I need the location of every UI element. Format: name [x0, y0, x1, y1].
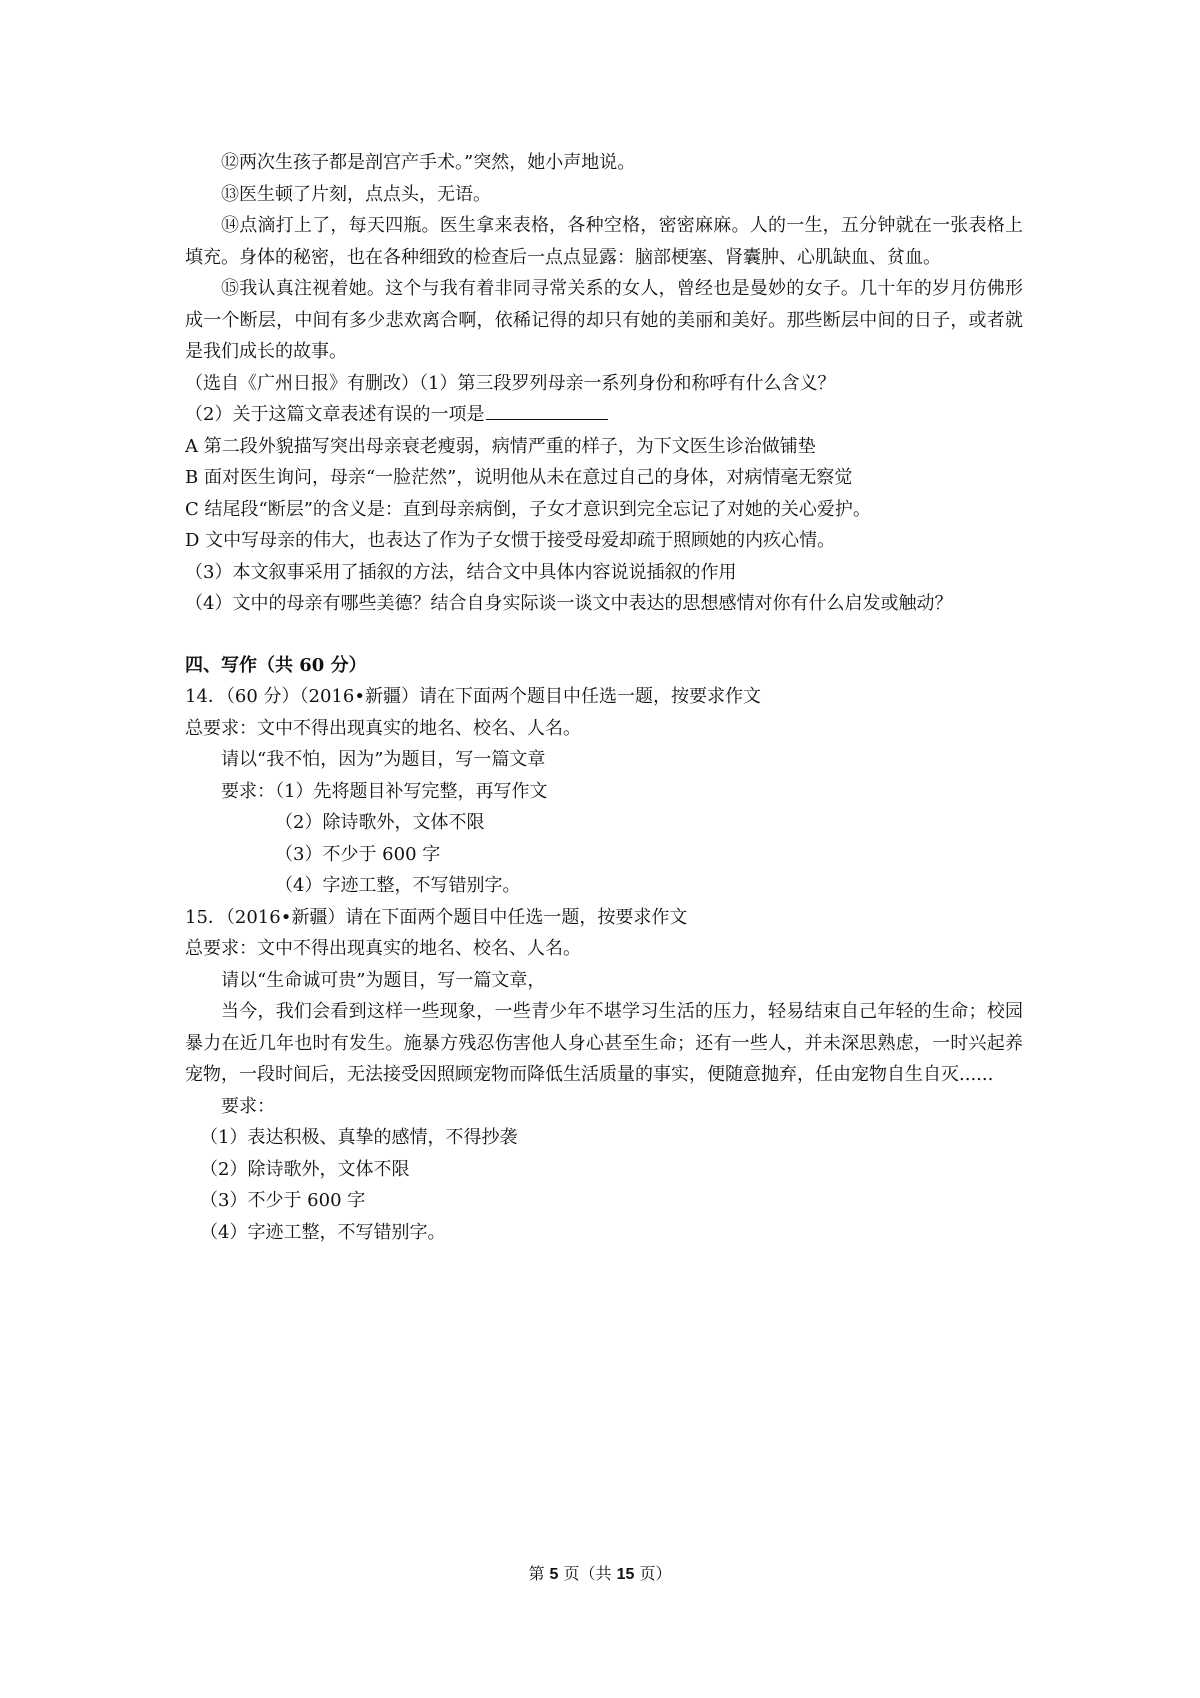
- passage-paragraph-14: ⑭点滴打上了，每天四瓶。医生拿来表格，各种空格，密密麻麻。人的一生，五分钟就在一张表格上填充。身体的秘密，也在各种细致的检查后一点点显露：脑部梗塞、肾囊肿、心肌缺血、贫血。: [185, 215, 1023, 268]
- question-14-general: 总要求：文中不得出现真实的地名、校名、人名。: [185, 717, 581, 739]
- question-15-prompt: 请以“生命诚可贵”为题目，写一篇文章，: [221, 969, 546, 991]
- passage-paragraph-12: ⑫两次生孩子都是剖宫产手术。”突然，她小声地说。: [221, 152, 636, 173]
- option-a: A 第二段外貌描写突出母亲衰老瘦弱，病情严重的样子，为下文医生诊治做铺垫: [185, 435, 816, 457]
- footer-middle: 页（共: [558, 1564, 617, 1583]
- writing-section-title: 四、写作（共 60 分）: [185, 654, 367, 676]
- question-14-requirement-1: 要求：（1）先将题目补写完整，再写作文: [221, 780, 548, 802]
- footer-suffix: 页）: [634, 1564, 672, 1583]
- question-15-material: 当今，我们会看到这样一些现象，一些青少年不堪学习生活的压力，轻易结束自己年轻的生命；校园暴力在近几年也时有发生。施暴方残忍伤害他人身心甚至生命；还有一些人，并未深思熟虑，一时兴起养宠物，一段时间后，无法接受因照顾宠物而降低生活质量的事实，便随意抛弃，任由宠物自生自灭......: [185, 1001, 1023, 1085]
- option-d: D 文中写母亲的伟大，也表达了作为子女惯于接受母爱却疏于照顾她的内疚心情。: [185, 530, 836, 551]
- question-1: （选自《广州日报》有删改）（1）第三段罗列母亲一系列身份和称呼有什么含义？: [185, 372, 836, 394]
- question-15-requirement-1: （1）表达积极、真挚的感情，不得抄袭: [200, 1127, 518, 1148]
- question-14-requirement-2: （2）除诗歌外，文体不限: [275, 812, 485, 833]
- page-content: [185, 147, 1023, 1248]
- footer-total-pages: 15: [616, 1566, 635, 1583]
- question-15-requirement-4: （4）字迹工整，不写错别字。: [200, 1221, 446, 1243]
- passage-paragraph-13: ⑬医生顿了片刻，点点头，无语。: [221, 183, 491, 205]
- question-14-requirement-4: （4）字迹工整，不写错别字。: [275, 875, 521, 896]
- passage-paragraph-15: ⑮我认真注视着她。这个与我有着非同寻常关系的女人，曾经也是曼妙的女子。几十年的岁月仿佛形成一个断层，中间有多少悲欢离合啊，依稀记得的却只有她的美丽和美好。那些断层中间的日子，或者就是我们成长的故事。: [185, 278, 1023, 362]
- question-2-text: （2）关于这篇文章表述有误的一项是: [185, 404, 485, 425]
- answer-blank: [486, 401, 608, 420]
- section-gap: [185, 620, 1023, 650]
- question-15-requirement-2: （2）除诗歌外，文体不限: [200, 1158, 410, 1180]
- question-4: （4）文中的母亲有哪些美德？结合自身实际谈一谈文中表达的思想感情对你有什么启发或触动？: [185, 593, 953, 614]
- question-3: （3）本文叙事采用了插叙的方法，结合文中具体内容说说插叙的作用: [185, 561, 737, 583]
- question-14-prompt: 请以“我不怕，因为”为题目，写一篇文章: [221, 749, 546, 770]
- question-15-general: 总要求：文中不得出现真实的地名、校名、人名。: [185, 938, 581, 959]
- question-2: [185, 399, 1023, 431]
- question-14-heading: 14．（60 分）（2016•新疆）请在下面两个题目中任选一题，按要求作文: [185, 686, 761, 707]
- question-15-requirement-3: （3）不少于 600 字: [200, 1190, 366, 1211]
- footer-prefix: 第: [528, 1564, 550, 1583]
- question-14-requirement-3: （3）不少于 600 字: [275, 843, 441, 865]
- page-footer: [0, 1563, 1200, 1586]
- option-b: B 面对医生询问，母亲“一脸茫然”，说明他从未在意过自己的身体，对病情毫无察觉: [185, 467, 853, 488]
- question-15-requirements-label: 要求：: [221, 1095, 275, 1117]
- question-15-heading: 15．（2016•新疆）请在下面两个题目中任选一题，按要求作文: [185, 906, 688, 928]
- footer-page-number: 5: [549, 1566, 559, 1583]
- option-c: C 结尾段“断层”的含义是：直到母亲病倒，子女才意识到完全忘记了对她的关心爱护。: [185, 498, 871, 520]
